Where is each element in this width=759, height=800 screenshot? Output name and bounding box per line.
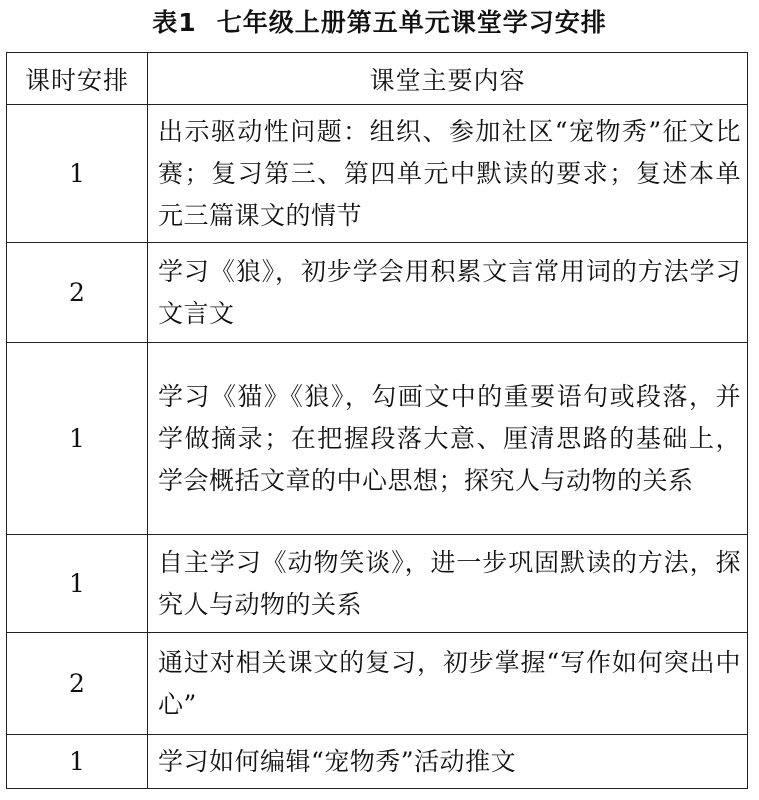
table-number: 表1 bbox=[152, 8, 197, 37]
cell-content: 学习如何编辑“宠物秀”活动推文 bbox=[148, 735, 748, 789]
cell-content: 学习《狼》，初步学会用积累文言常用词的方法学习文言文 bbox=[148, 243, 748, 343]
table-row bbox=[7, 535, 748, 633]
table-caption bbox=[0, 6, 759, 40]
cell-hours: 1 bbox=[7, 343, 148, 535]
cell-hours: 2 bbox=[7, 633, 148, 735]
cell-hours: 1 bbox=[7, 105, 148, 243]
table-row bbox=[7, 735, 748, 789]
cell-content: 学习《猫》《狼》，勾画文中的重要语句或段落，并学做摘录；在把握段落大意、厘清思路的基础上，学会概括文章的中心思想；探究人与动物的关系 bbox=[148, 343, 748, 535]
header-hours: 课时安排 bbox=[7, 53, 148, 105]
lesson-schedule-table bbox=[6, 52, 748, 789]
table-title: 七年级上册第五单元课堂学习安排 bbox=[216, 8, 607, 37]
table-row bbox=[7, 343, 748, 535]
table-row bbox=[7, 243, 748, 343]
header-content: 课堂主要内容 bbox=[148, 53, 748, 105]
cell-hours: 1 bbox=[7, 735, 148, 789]
table-row bbox=[7, 633, 748, 735]
cell-hours: 2 bbox=[7, 243, 148, 343]
cell-content: 通过对相关课文的复习，初步掌握“写作如何突出中心” bbox=[148, 633, 748, 735]
table-row bbox=[7, 105, 748, 243]
cell-content: 自主学习《动物笑谈》，进一步巩固默读的方法，探究人与动物的关系 bbox=[148, 535, 748, 633]
cell-content: 出示驱动性问题：组织、参加社区“宠物秀”征文比赛；复习第三、第四单元中默读的要求；复述本单元三篇课文的情节 bbox=[148, 105, 748, 243]
cell-hours: 1 bbox=[7, 535, 148, 633]
table-header-row bbox=[7, 53, 748, 105]
